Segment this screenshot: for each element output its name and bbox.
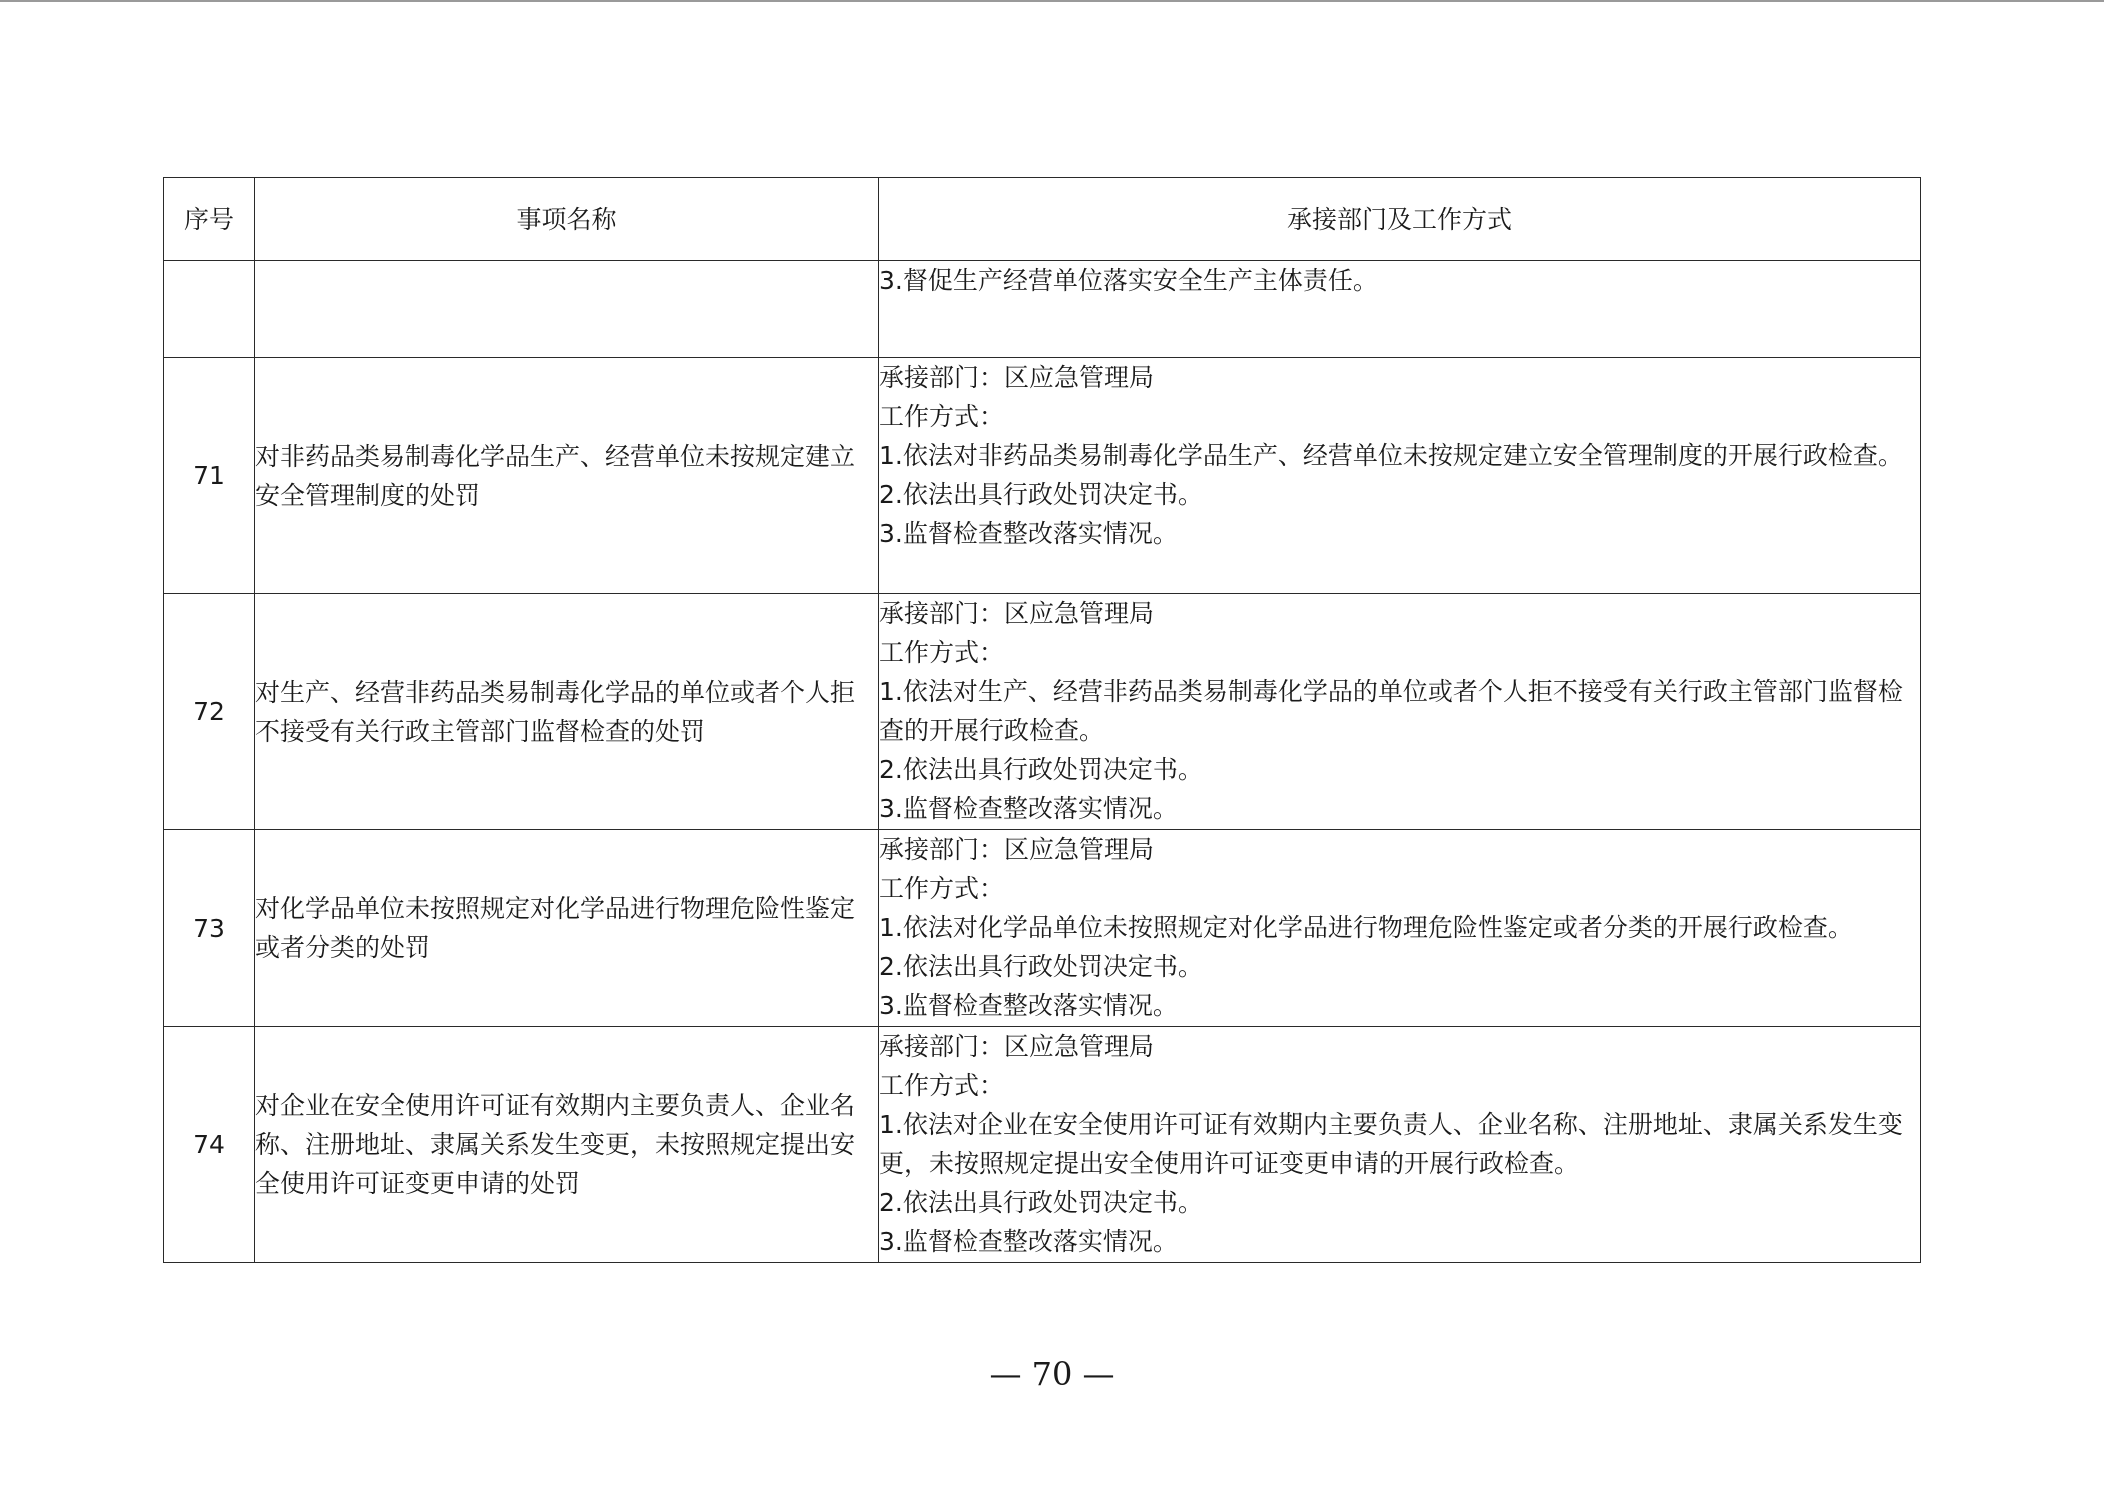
method-step-3: 3.监督检查整改落实情况。 bbox=[879, 1227, 1178, 1256]
item-name: 对企业在安全使用许可证有效期内主要负责人、企业名称、注册地址、隶属关系发生变更，未按照规定提出安全使用许可证变更申请的处罚 bbox=[255, 1027, 879, 1263]
department-line: 承接部门：区应急管理局 bbox=[879, 1032, 1155, 1061]
method-label: 工作方式： bbox=[879, 1071, 1005, 1100]
method-label: 工作方式： bbox=[879, 402, 1005, 431]
row-number: 71 bbox=[164, 358, 255, 594]
department-line: 承接部门：区应急管理局 bbox=[879, 599, 1155, 628]
table-row bbox=[164, 358, 1921, 594]
method-step-1: 1.依法对企业在安全使用许可证有效期内主要负责人、企业名称、注册地址、隶属关系发生变更，未按照规定提出安全使用许可证变更申请的开展行政检查。 bbox=[879, 1110, 1903, 1178]
method-step-2: 2.依法出具行政处罚决定书。 bbox=[879, 480, 1203, 509]
method-step-2: 2.依法出具行政处罚决定书。 bbox=[879, 755, 1203, 784]
method-step-2: 2.依法出具行政处罚决定书。 bbox=[879, 1188, 1203, 1217]
table-row bbox=[164, 594, 1921, 830]
header-item-name: 事项名称 bbox=[255, 178, 879, 261]
continuation-line: 3.督促生产经营单位落实安全生产主体责任。 bbox=[879, 266, 1378, 295]
department-method-cell bbox=[879, 1027, 1921, 1263]
method-step-3: 3.监督检查整改落实情况。 bbox=[879, 794, 1178, 823]
method-step-1: 1.依法对化学品单位未按照规定对化学品进行物理危险性鉴定或者分类的开展行政检查。 bbox=[879, 913, 1853, 942]
row-number: 73 bbox=[164, 830, 255, 1027]
continuation-num-cell bbox=[164, 261, 255, 358]
department-line: 承接部门：区应急管理局 bbox=[879, 835, 1155, 864]
method-label: 工作方式： bbox=[879, 874, 1005, 903]
method-step-2: 2.依法出具行政处罚决定书。 bbox=[879, 952, 1203, 981]
header-serial-number: 序号 bbox=[164, 178, 255, 261]
department-line: 承接部门：区应急管理局 bbox=[879, 363, 1155, 392]
method-step-3: 3.监督检查整改落实情况。 bbox=[879, 991, 1178, 1020]
row-number: 74 bbox=[164, 1027, 255, 1263]
table-header-row bbox=[164, 178, 1921, 261]
item-name: 对生产、经营非药品类易制毒化学品的单位或者个人拒不接受有关行政主管部门监督检查的处罚 bbox=[255, 594, 879, 830]
top-rule bbox=[0, 0, 2104, 2]
method-step-3: 3.监督检查整改落实情况。 bbox=[879, 519, 1178, 548]
page-number: — 70 — bbox=[989, 1355, 1115, 1393]
department-method-cell bbox=[879, 358, 1921, 594]
table-row bbox=[164, 830, 1921, 1027]
continuation-name-cell bbox=[255, 261, 879, 358]
header-department-method: 承接部门及工作方式 bbox=[879, 178, 1921, 261]
item-name: 对非药品类易制毒化学品生产、经营单位未按规定建立安全管理制度的处罚 bbox=[255, 358, 879, 594]
matters-table bbox=[163, 177, 1921, 1263]
continuation-dept-cell bbox=[879, 261, 1921, 358]
method-step-1: 1.依法对生产、经营非药品类易制毒化学品的单位或者个人拒不接受有关行政主管部门监督检查的开展行政检查。 bbox=[879, 677, 1903, 745]
department-method-cell bbox=[879, 830, 1921, 1027]
item-name: 对化学品单位未按照规定对化学品进行物理危险性鉴定或者分类的处罚 bbox=[255, 830, 879, 1027]
row-number: 72 bbox=[164, 594, 255, 830]
method-step-1: 1.依法对非药品类易制毒化学品生产、经营单位未按规定建立安全管理制度的开展行政检查。 bbox=[879, 441, 1903, 470]
table-row bbox=[164, 1027, 1921, 1263]
department-method-cell bbox=[879, 594, 1921, 830]
method-label: 工作方式： bbox=[879, 638, 1005, 667]
table-row-continuation bbox=[164, 261, 1921, 358]
